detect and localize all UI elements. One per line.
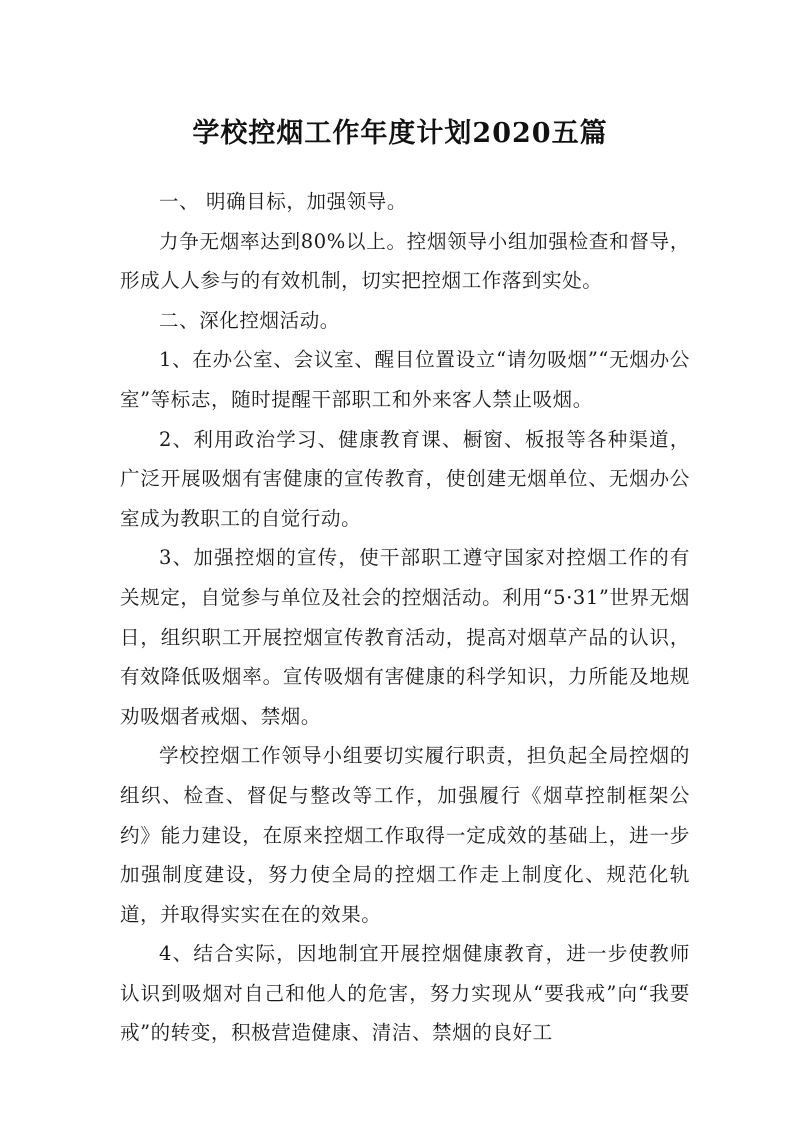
paragraph-item-4: 4、结合实际，因地制宜开展控烟健康教育，进一步使教师认识到吸烟对自己和他人的危害，努力实现从“要我戒”向“我要戒”的转变，积极营造健康、清洁、禁烟的良好工	[120, 942, 690, 1045]
paragraph-item-2: 2、利用政治学习、健康教育课、橱窗、板报等各种渠道，广泛开展吸烟有害健康的宣传教育，使创建无烟单位、无烟办公室成为教职工的自觉行动。	[120, 427, 690, 530]
paragraph-leadership: 学校控烟工作领导小组要切实履行职责，担负起全局控烟的组织、检查、督促与整改等工作，加强履行《烟草控制框架公约》能力建设，在原来控烟工作取得一定成效的基础上，进一步加强制度建设，努力使全局的控烟工作走上制度化、规范化轨道，并取得实实在在的效果。	[120, 744, 690, 926]
paragraph-item-1: 1、在办公室、会议室、醒目位置设立“请勿吸烟”“无烟办公室”等标志，随时提醒干部职工和外来客人禁止吸烟。	[120, 348, 690, 411]
paragraph-goal-heading: 一、 明确目标，加强领导。	[159, 190, 407, 213]
paragraph-goal-body: 力争无烟率达到80%以上。控烟领导小组加强检查和督导，形成人人参与的有效机制，切实把控烟工作落到实处。	[120, 229, 690, 293]
paragraph-item-3: 3、加强控烟的宣传，使干部职工遵守国家对控烟工作的有关规定，自觉参与单位及社会的控烟活动。利用“5·31”世界无烟日，组织职工开展控烟宣传教育活动，提高对烟草产品的认识，有效降低吸烟率。宣传吸烟有害健康的科学知识，力所能及地规劝吸烟者戒烟、禁烟。	[120, 546, 690, 728]
document-body	[120, 182, 690, 1053]
paragraph-activities-heading: 二、深化控烟活动。	[159, 308, 340, 332]
page-title: 学校控烟工作年度计划2020五篇	[192, 118, 608, 150]
